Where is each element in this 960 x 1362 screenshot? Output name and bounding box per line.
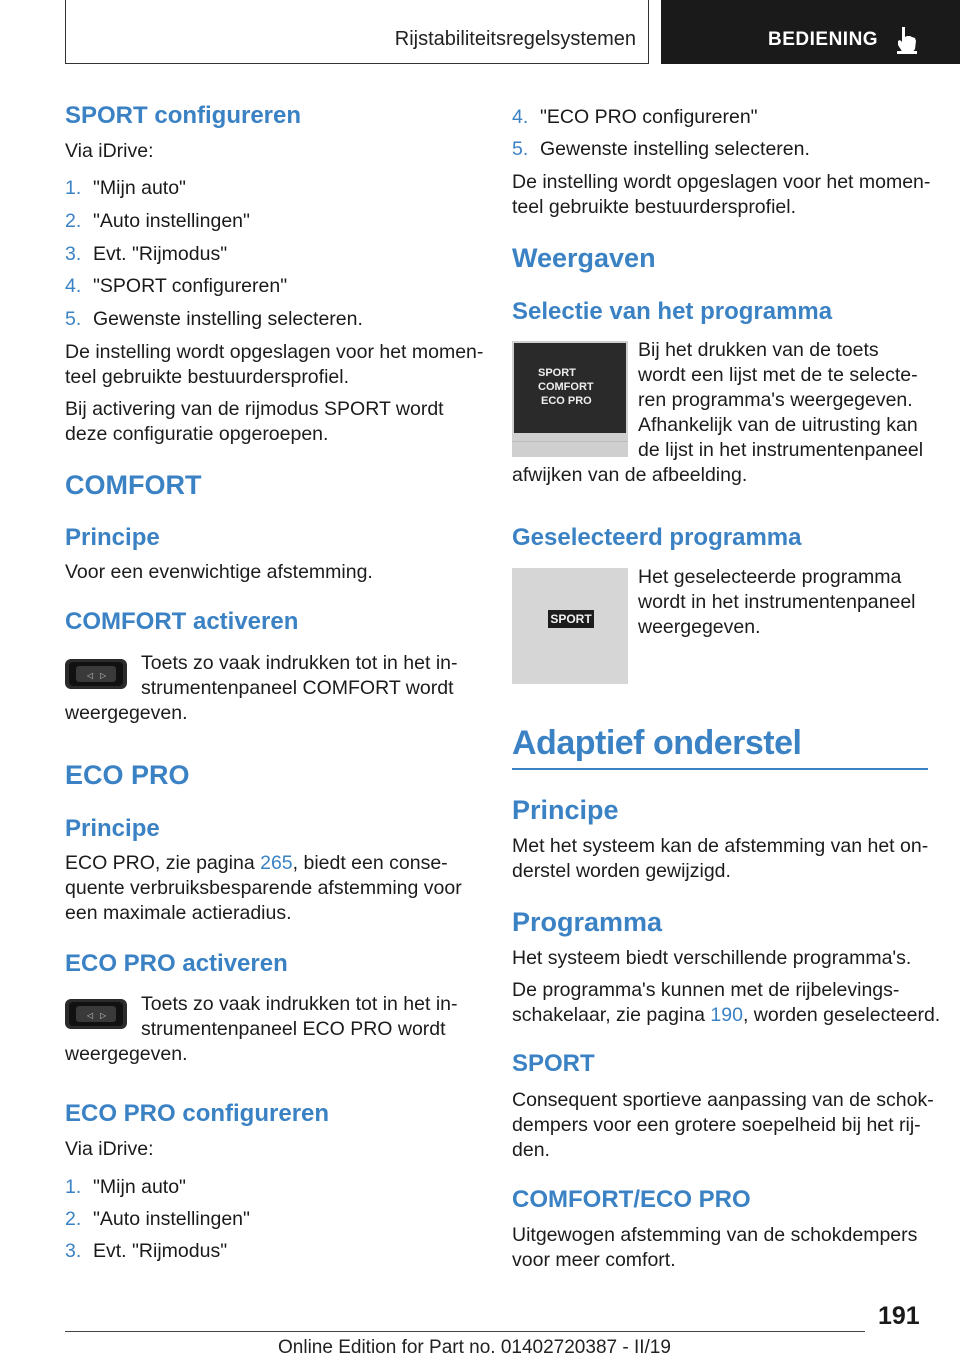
sport-badge: SPORT [548,610,594,628]
svg-text:▷: ▷ [100,671,107,680]
paragraph: teel gebruikte bestuurdersprofiel. [512,196,796,218]
list-item: 4. "ECO PRO configureren" [512,106,758,128]
heading-principe: Principe [65,815,160,842]
paragraph: den. [512,1139,550,1161]
footer-edition: Online Edition for Part no. 01402720387 - II/19 [278,1337,671,1358]
paragraph: De programma's kunnen met de rijbelevings- [512,979,900,1001]
footer-divider [65,1331,865,1332]
list-item: 4. "SPORT configureren" [65,275,288,297]
page-number: 191 [878,1302,920,1330]
paragraph: voor meer comfort. [512,1249,676,1271]
paragraph: De instelling wordt opgeslagen voor het momen- [65,341,484,363]
paragraph: weergegeven. [638,616,761,638]
paragraph: strumentenpaneel COMFORT wordt [141,677,454,699]
svg-text:▷: ▷ [100,1011,107,1020]
paragraph: ren programma's weergegeven. [638,389,913,411]
heading-geselecteerd: Geselecteerd programma [512,524,802,551]
svg-text:◁: ◁ [87,1011,94,1020]
list-item: 3. Evt. "Rijmodus" [65,1240,228,1262]
heading-comfort-eco-pro: COMFORT/ECO PRO [512,1186,751,1213]
pointing-hand-icon [895,25,919,55]
svg-text:◁: ◁ [87,671,94,680]
paragraph: Met het systeem kan de afstemming van het on- [512,835,929,857]
list-item: 3. Evt. "Rijmodus" [65,243,228,265]
paragraph: wordt een lijst met de te selecte- [638,364,918,386]
header-section-box [65,0,649,64]
paragraph: de lijst in het instrumentenpaneel [638,439,924,461]
via-idrive-2: Via iDrive: [65,1138,154,1160]
selected-program-image [512,568,628,684]
heading-sport-configureren: SPORT configureren [65,102,302,129]
paragraph: quente verbruiksbesparende afstemming voor [65,877,462,899]
menu-item-sport: SPORT [538,367,576,379]
via-idrive-1: Via iDrive: [65,140,154,162]
heading-underline [512,768,928,770]
mode-button-image [64,657,128,691]
paragraph: Afhankelijk van de uitrusting kan [638,414,918,436]
heading-principe: Principe [65,524,160,551]
heading-eco-pro-configureren: ECO PRO configureren [65,1100,330,1127]
paragraph: derstel worden gewijzigd. [512,860,731,882]
paragraph: teel gebruikte bestuurdersprofiel. [65,366,349,388]
paragraph: strumentenpaneel ECO PRO wordt [141,1018,446,1040]
paragraph: Toets zo vaak indrukken tot in het in- [141,993,458,1015]
paragraph: Uitgewogen afstemming van de schokdempers [512,1224,918,1246]
menu-item-eco-pro: ECO PRO [541,395,592,407]
paragraph: ECO PRO, zie pagina 265, biedt een conse- [65,852,448,874]
paragraph: Het geselecteerde programma [638,566,902,588]
page-link-265[interactable]: 265 [260,852,293,874]
paragraph: Voor een evenwichtige afstemming. [65,561,373,583]
list-item: 1. "Mijn auto" [65,177,186,199]
heading-weergaven: Weergaven [512,243,656,273]
paragraph: een maximale actieradius. [65,902,292,924]
paragraph: dempers voor een grotere soepelheid bij het rij- [512,1114,921,1136]
heading-eco-pro: ECO PRO [65,760,190,790]
header-chapter-title: BEDIENING [768,29,879,50]
paragraph: schakelaar, zie pagina 190, worden geselecteerd. [512,1004,941,1026]
list-item: 1. "Mijn auto" [65,1176,186,1198]
mode-button-image [64,997,128,1031]
paragraph: Consequent sportieve aanpassing van de schok- [512,1089,934,1111]
paragraph: De instelling wordt opgeslagen voor het momen- [512,171,931,193]
heading-comfort: COMFORT [65,470,202,500]
paragraph: wordt in het instrumentenpaneel [638,591,916,613]
list-item: 2. "Auto instellingen" [65,210,250,232]
paragraph: Bij het drukken van de toets [638,339,879,361]
list-item: 2. "Auto instellingen" [65,1208,250,1230]
header-section-title: Rijstabiliteitsregelsystemen [394,28,636,50]
heading-eco-pro-activeren: ECO PRO activeren [65,950,288,977]
paragraph: afwijken van de afbeelding. [512,464,748,486]
list-item: 5. Gewenste instelling selecteren. [65,308,363,330]
heading-principe: Principe [512,795,619,825]
paragraph: Het systeem biedt verschillende programma's. [512,947,912,969]
paragraph: Toets zo vaak indrukken tot in het in- [141,652,458,674]
header-chapter-box [661,0,960,64]
heading-selectie: Selectie van het programma [512,298,833,325]
list-item: 5. Gewenste instelling selecteren. [512,138,810,160]
menu-item-comfort: COMFORT [538,381,594,393]
paragraph: Bij activering van de rijmodus SPORT wordt [65,398,444,420]
heading-adaptief-onderstel: Adaptief onderstel [512,724,802,762]
program-list-image [512,341,628,457]
paragraph: weergegeven. [65,702,188,724]
heading-sport: SPORT [512,1050,595,1077]
paragraph: weergegeven. [65,1043,188,1065]
heading-programma: Programma [512,907,663,937]
paragraph: deze configuratie opgeroepen. [65,423,329,445]
heading-comfort-activeren: COMFORT activeren [65,608,299,635]
page-link-190[interactable]: 190 [710,1004,743,1026]
